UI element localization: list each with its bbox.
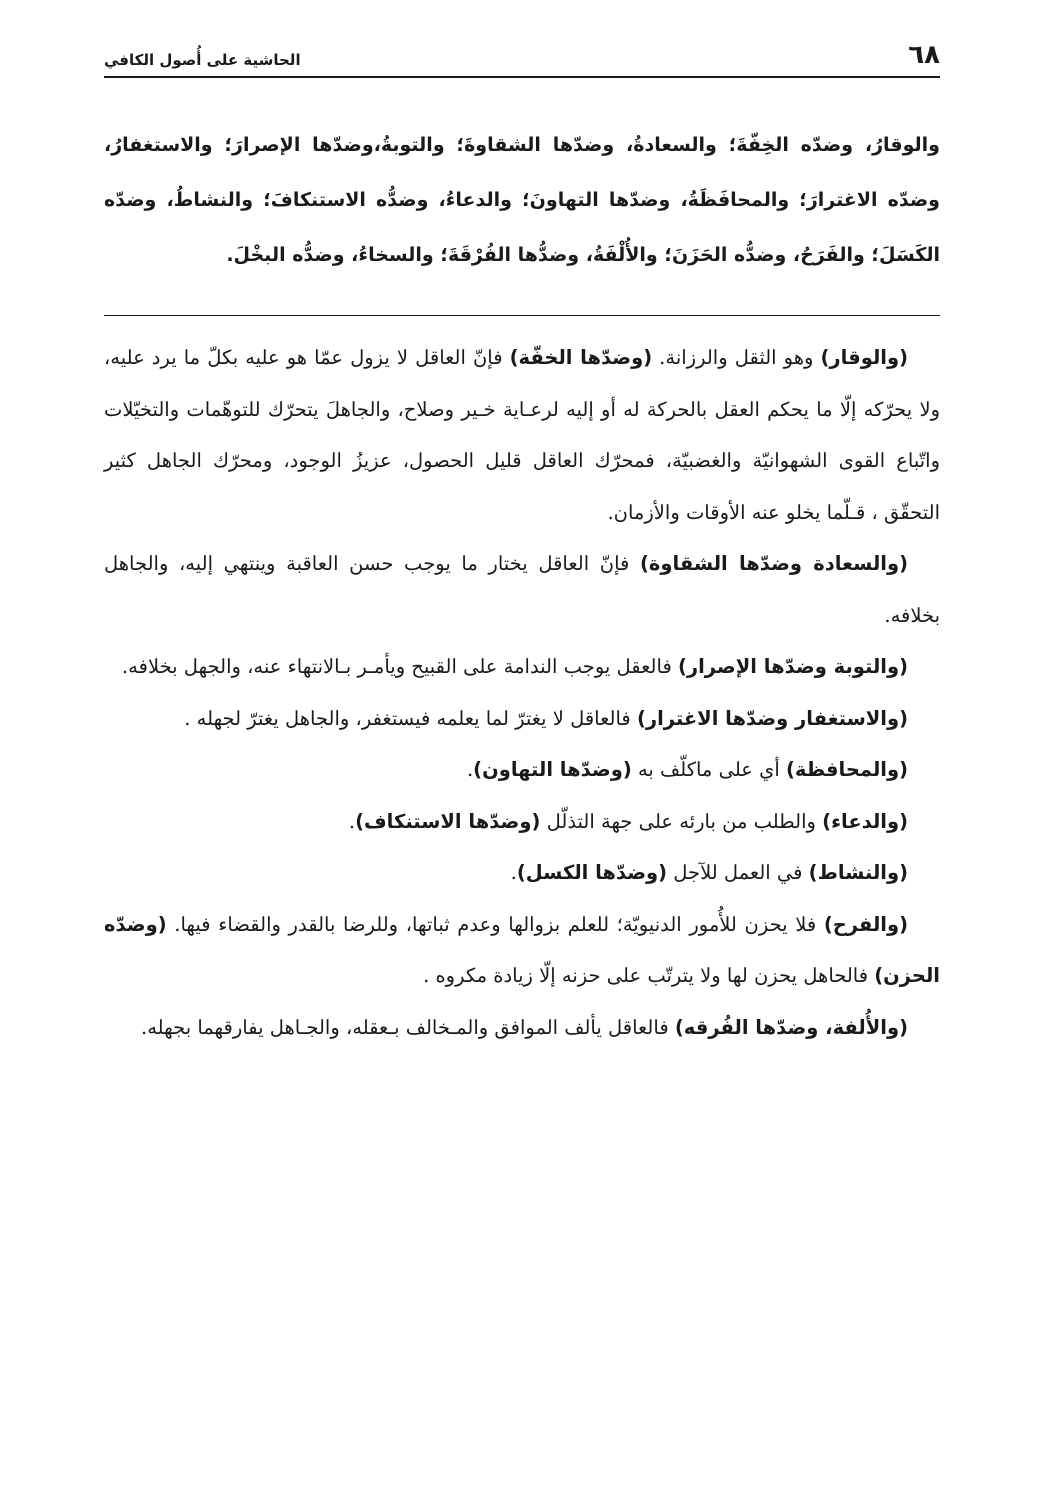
lemma: (والدعاء)	[822, 809, 908, 833]
commentary-paragraph	[104, 693, 940, 745]
commentary-text: .	[466, 758, 474, 781]
lemma: (وضدّها الكسل)	[516, 861, 668, 884]
commentary-text: .	[510, 861, 517, 884]
page-number: ٦٨	[908, 40, 940, 70]
lemma: (والأُلفة، وضدّها الفُرقه)	[674, 1015, 908, 1039]
commentary-paragraph	[104, 847, 940, 899]
commentary-text: في العمل للآجل	[667, 861, 809, 884]
lemma: (وضدّها الخفّة)	[509, 346, 653, 369]
lemma: (وضدّها الاستنكاف)	[355, 809, 541, 833]
running-title: الحاشية على أُصول الكافي	[104, 51, 301, 69]
lemma: (والمحافظة)	[786, 758, 908, 781]
commentary-text: فالعاقل لا يغترّ لما يعلمه فيستغفر، والجاهل يغترّ لجهله .	[184, 706, 637, 730]
lemma: (والفرح)	[823, 912, 908, 936]
commentary-text: فالحاهل يحزن لها ولا يترتّب على حزنه إلّا زيادة مكروه .	[423, 964, 875, 987]
separator-rule	[104, 315, 940, 316]
commentary-text: فلا يحزن للأُمور الدنيويّة؛ للعلم بزوالها وعدم ثباتها، وللرضا بالقدر والقضاء فيها.	[166, 912, 824, 936]
commentary-text: فالعاقل يألف الموافق والمـخالف بـعقله، والجـاهل يفارقهما بجهله.	[141, 1015, 675, 1039]
commentary-paragraph	[104, 796, 940, 848]
commentary-text: أي على ماكلّف به	[631, 758, 786, 781]
commentary-paragraph	[104, 899, 940, 1002]
commentary-text: فإنّ العاقل لا يزول عمّا هو عليه بكلّ ما يرد عليه، ولا يحرّكه إلّا ما يحكم العقل بالحركة له أو إليه لرعـاية خـير وصلاح، والجاهلَ يتحرّك للتوهّمات والتخيّلات واتّباع القوى الشهوانيّة والغضبيّة، فمحرّك العاقل قليل الحصول، عزيزُ الوجود، ومحرّك الجاهل كثير التحقّق ، قـلّما يخلو عنه الأوقات والأزمان.	[104, 346, 940, 524]
commentary-paragraph	[104, 641, 940, 693]
lemma: (والاستغفار وضدّها الاغترار)	[636, 706, 908, 730]
commentary-paragraph	[104, 1002, 940, 1054]
lemma: (والنشاط)	[808, 861, 908, 884]
commentary-paragraph	[104, 538, 940, 641]
commentary-paragraph	[104, 744, 940, 796]
commentary-text: .	[348, 809, 356, 833]
page-header	[104, 34, 940, 78]
lemma: (والتوبة وضدّها الإصرار)	[677, 655, 908, 678]
commentary-text: فإنّ العاقل يختار ما يوجب حسن العاقبة وينتهي إليه، والجاهل بخلافه.	[104, 552, 940, 627]
lemma: (والوقار)	[820, 346, 908, 369]
lemma: (والسعادة وضدّها الشقاوة)	[639, 552, 908, 575]
commentary	[104, 332, 940, 1053]
commentary-text: والطلب من بارئه على جهة التذلّل	[540, 809, 823, 833]
page	[104, 34, 940, 1053]
commentary-paragraph	[104, 332, 940, 538]
commentary-text: وهو الثقل والرزانة.	[652, 346, 821, 369]
lemma: (وضدّه الحزن)	[104, 912, 940, 987]
hadith-text: والوقارُ، وضدّه الخِفّةَ؛ والسعادةُ، وضدّها الشقاوةَ؛ والتوبةُ،وضدّها الإصرارَ؛ والاستغفارُ، وضدّه الاغترارَ؛ والمحافَظَةُ، وضدّها التهاونَ؛ والدعاءُ، وضدُّه الاستنكافَ؛ والنشاطُ، وضدّه الكَسَلَ؛ والفَرَحُ، وضدُّه الحَزَنَ؛ والأُلْفَةُ، وضدُّها الفُرْقَةَ؛ والسخاءُ، وضدُّه البخْلَ.	[104, 134, 940, 266]
lemma: (وضدّها التهاون)	[473, 758, 632, 781]
commentary-text: فالعقل يوجب الندامة على القبيح ويأمـر بـالانتهاء عنه، والجهل بخلافه.	[121, 655, 678, 678]
